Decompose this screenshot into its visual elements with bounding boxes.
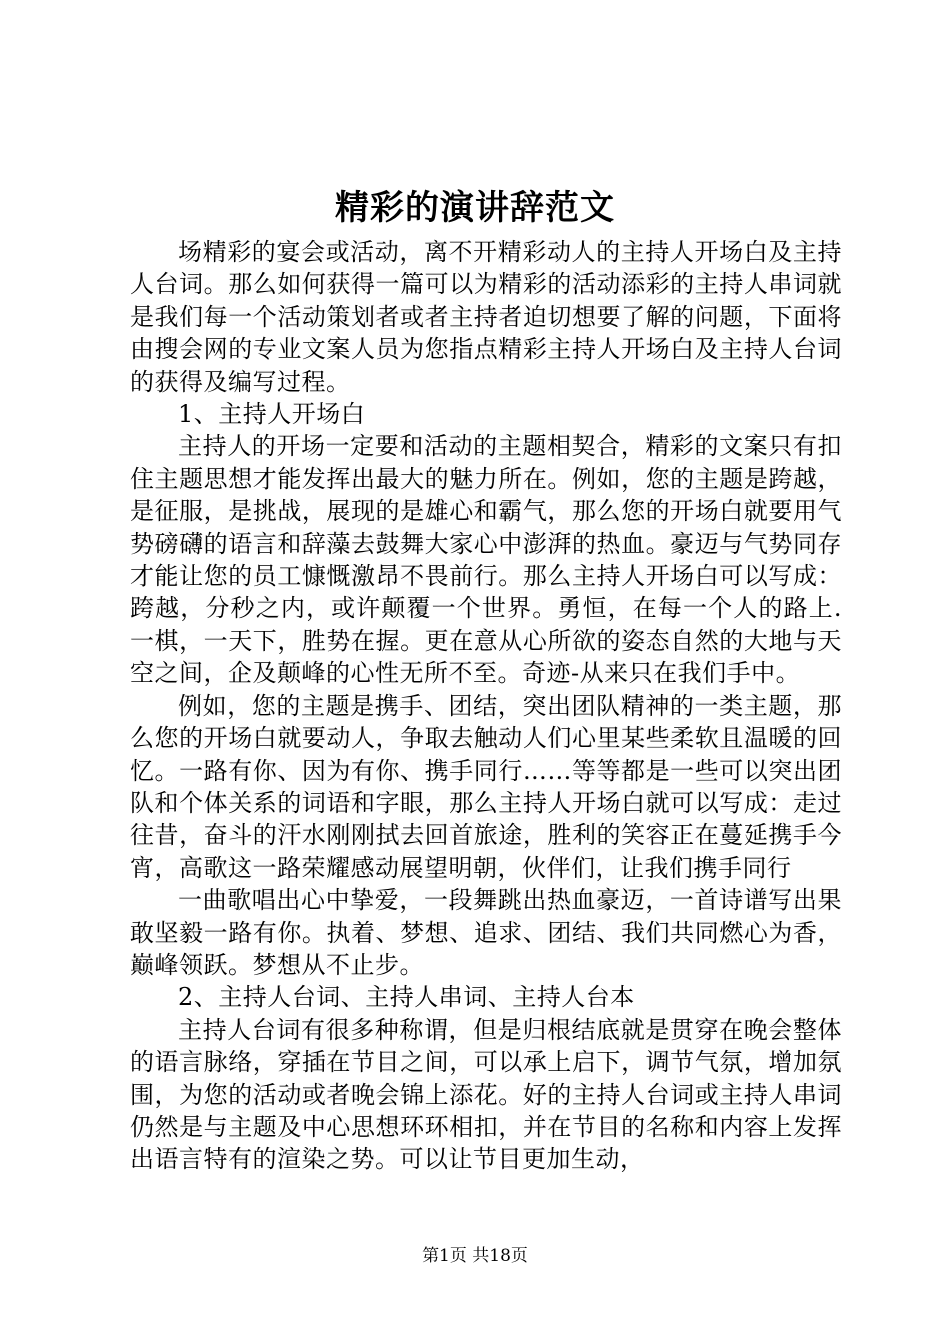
section-heading-opening: 1、主持人开场白 — [178, 400, 366, 429]
document-body — [130, 236, 842, 1176]
paragraph-opening-theme: 主持人的开场一定要和活动的主题相契合，精彩的文案只有扣住主题思想才能发挥出最大的魅力所在。例如，您的主题是跨越，是征服，是挑战，展现的是雄心和霸气，那么您的开场白就要用气势磅礴的语言和辞藻去鼓舞大家心中澎湃的热血。豪迈与气势同存才能让您的员工慷慨激昂不畏前行。那么主持人开场白可以写成：跨越，分秒之内，或许颠覆一个世界。勇恒，在每一个人的路上.一棋，一天下，胜势在握。更在意从心所欲的姿态自然的大地与天空之间，企及颠峰的心性无所不至。奇迹-从来只在我们手中。 — [130, 432, 842, 688]
paragraph-song-dance: 一曲歌唱出心中挚爱，一段舞跳出热血豪迈，一首诗谱写出果敢坚毅一路有你。执着、梦想、追求、团结、我们共同燃心为香，巅峰领跃。梦想从不止步。 — [130, 886, 842, 979]
paragraph-teamwork-example: 例如，您的主题是携手、团结，突出团队精神的一类主题，那么您的开场白就要动人，争取去触动人们心里某些柔软且温暖的回忆。一路有你、因为有你、携手同行……等等都是一些可以突出团队和个体关系的词语和字眼，那么主持人开场白就可以写成：走过往昔，奋斗的汗水刚刚拭去回首旅途，胜利的笑容正在蔓延携手今宵，高歌这一路荣耀感动展望明朝，伙伴们，让我们携手同行 — [130, 691, 842, 882]
section-heading-script: 2、主持人台词、主持人串词、主持人台本 — [178, 983, 635, 1012]
page-footer: 第1页 共18页 — [422, 1246, 528, 1266]
paragraph-intro: 场精彩的宴会或活动，离不开精彩动人的主持人开场白及主持人台词。那么如何获得一篇可以为精彩的活动添彩的主持人串词就是我们每一个活动策划者或者主持者迫切想要了解的问题，下面将由搜会网的专业文案人员为您指点精彩主持人开场白及主持人台词的获得及编写过程。 — [130, 238, 842, 396]
page-title: 精彩的演讲辞范文 — [335, 188, 615, 228]
paragraph-script-description: 主持人台词有很多种称谓，但是归根结底就是贯穿在晚会整体的语言脉络，穿插在节目之间，可以承上启下，调节气氛，增加氛围，为您的活动或者晚会锦上添花。好的主持人台词或主持人串词仍然是与主题及中心思想环环相扣，并在节目的名称和内容上发挥出语言特有的渲染之势。可以让节目更加生动， — [130, 1015, 842, 1174]
